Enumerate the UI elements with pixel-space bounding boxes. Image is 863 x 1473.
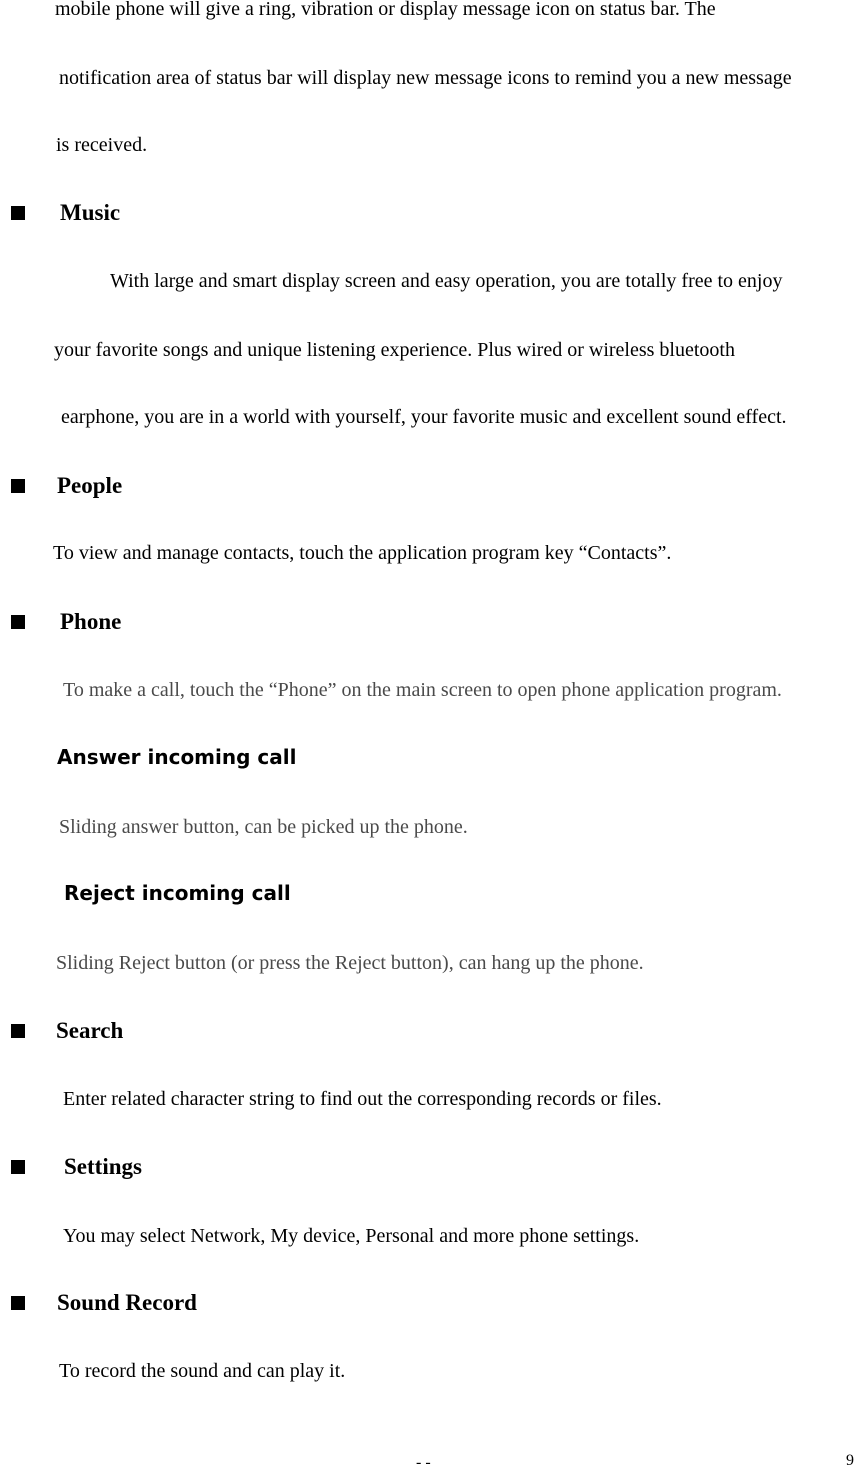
section-heading-settings: Settings [64,1154,142,1179]
bullet-square-icon [11,1024,25,1038]
music-line-3: earphone, you are in a world with yourself, your favorite music and excellent sound effect. [61,406,787,428]
search-line-1: Enter related character string to find out the corresponding records or files. [63,1088,662,1110]
reject-call-text: Sliding Reject button (or press the Reject button), can hang up the phone. [56,952,644,974]
bullet-square-icon [11,206,25,220]
page-number: 9 [846,1452,854,1469]
bullet-square-icon [11,479,25,493]
section-heading-sound-record: Sound Record [57,1290,197,1315]
settings-line-1: You may select Network, My device, Personal and more phone settings. [63,1225,640,1247]
section-heading-search: Search [56,1018,124,1043]
footer-page-marker: - - [416,1454,431,1471]
sound-record-line-1: To record the sound and can play it. [59,1360,346,1382]
bullet-square-icon [11,1160,25,1174]
intro-line-1: mobile phone will give a ring, vibration or display message icon on status bar. The [55,0,716,20]
bullet-square-icon [11,615,25,629]
intro-line-3: is received. [56,134,148,156]
answer-call-text: Sliding answer button, can be picked up the phone. [59,816,468,838]
section-heading-people: People [57,473,123,498]
phone-line-1: To make a call, touch the “Phone” on the main screen to open phone application program. [63,679,782,701]
section-heading-phone: Phone [60,609,122,634]
subheading-answer-incoming-call: Answer incoming call [57,745,297,769]
subheading-reject-incoming-call: Reject incoming call [64,881,291,905]
music-line-2: your favorite songs and unique listening experience. Plus wired or wireless bluetooth [54,339,735,361]
people-line-1: To view and manage contacts, touch the application program key “Contacts”. [53,542,672,564]
music-line-1: With large and smart display screen and easy operation, you are totally free to enjoy [110,270,783,292]
section-heading-music: Music [60,200,121,225]
intro-line-2: notification area of status bar will display new message icons to remind you a new message [59,67,792,89]
bullet-square-icon [11,1296,25,1310]
